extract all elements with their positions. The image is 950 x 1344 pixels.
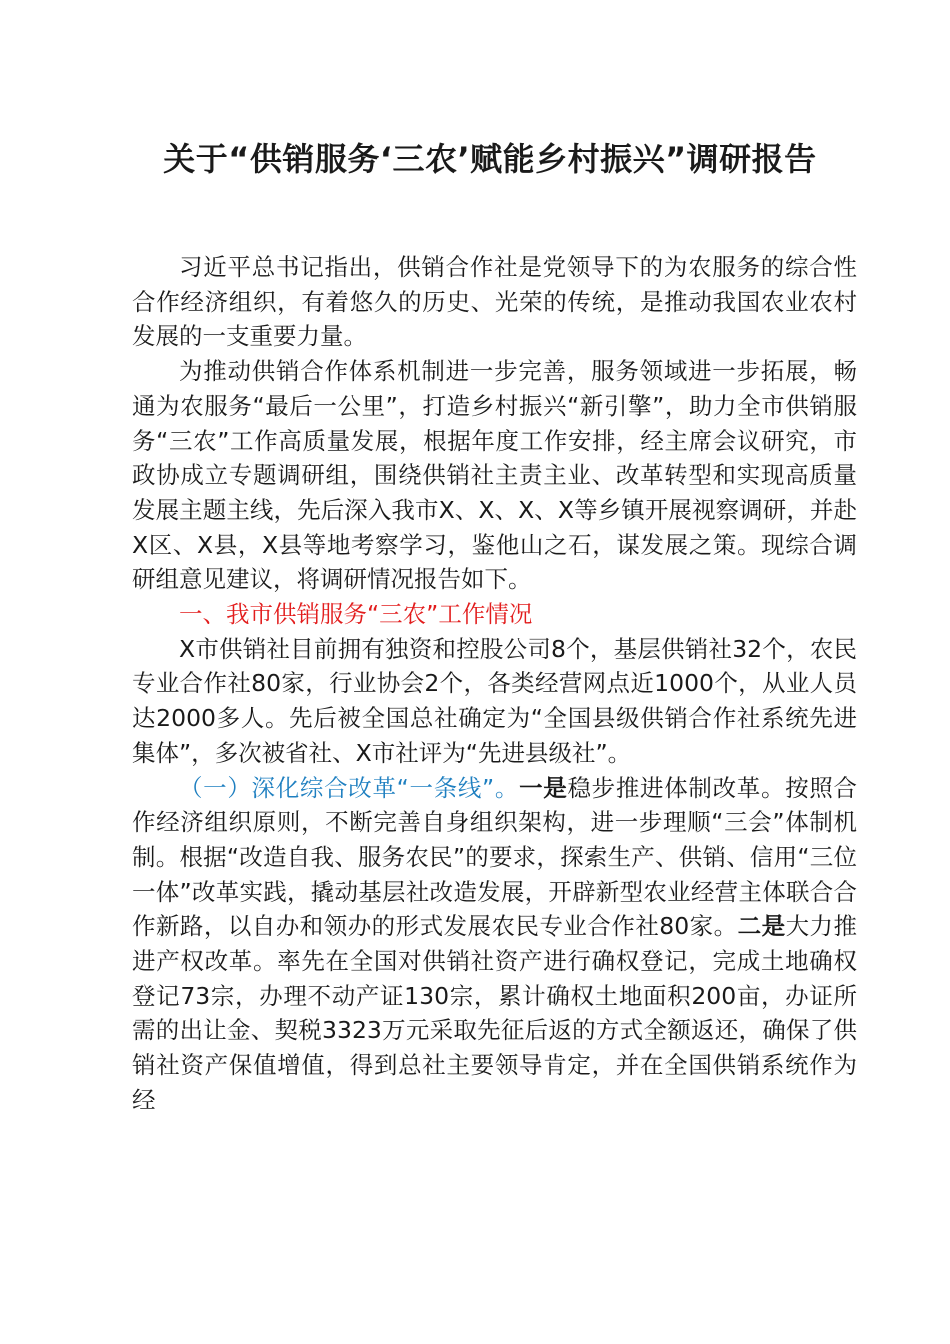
section-heading-1: 一、我市供销服务“三农”工作情况 <box>179 600 533 629</box>
subsection-heading-1: （一）深化综合改革“一条线”。 <box>179 773 520 802</box>
reform-text-b: 大力推进产权改革。率先在全国对供销社资产进行确权登记，完成土地确权登记73宗，办理不动产证130宗，累计确权土地面积200亩，办证所需的出让金、契税3323万元采取先征后返的方式全额返还，确保了供销社资产保值增值，得到总社主要领导肯定，并在全国供销系统作为经 <box>132 912 857 1114</box>
paragraph-intro: 习近平总书记指出，供销合作社是党领导下的为农服务的综合性合作经济组织，有着悠久的历史、光荣的传统，是推动我国农业农村发展的一支重要力量。 <box>132 253 857 351</box>
marker-first: 一是 <box>519 773 568 802</box>
marker-second: 二是 <box>737 912 786 941</box>
reform-text-a: 稳步推进体制改革。按照合作经济组织原则，不断完善自身组织架构，进一步理顺“三会”体制机制。根据“改造自我、服务农民”的要求，探索生产、供销、信用“三位一体”改革实践，撬动基层社改造发展，开辟新型农业经营主体联合合作新路，以自办和领办的形式发展农民专业合作社80家。 <box>132 773 858 941</box>
paragraph-overview: X市供销社目前拥有独资和控股公司8个，基层供销社32个，农民专业合作社80家，行业协会2个，各类经营网点近1000个，从业人员达2000多人。先后被全国总社确定为“全国县级供销合作社系统先进集体”，多次被省社、X市社评为“先进县级社”。 <box>132 634 857 767</box>
document-body <box>132 250 857 1118</box>
document-title: 关于“供销服务‘三农’赋能乡村振兴”调研报告 <box>163 140 817 178</box>
paragraph-purpose: 为推动供销合作体系机制进一步完善，服务领域进一步拓展，畅通为农服务“最后一公里”，打造乡村振兴“新引擎”，助力全市供销服务“三农”工作高质量发展，根据年度工作安排，经主席会议研究，市政协成立专题调研组，围绕供销社主责主业、改革转型和实现高质量发展主题主线，先后深入我市X、X、X、X等乡镇开展视察调研，并赴X区、X县，X县等地考察学习，鉴他山之石，谋发展之策。现综合调研组意见建议，将调研情况报告如下。 <box>132 357 857 594</box>
paragraph-reform <box>132 771 857 1118</box>
